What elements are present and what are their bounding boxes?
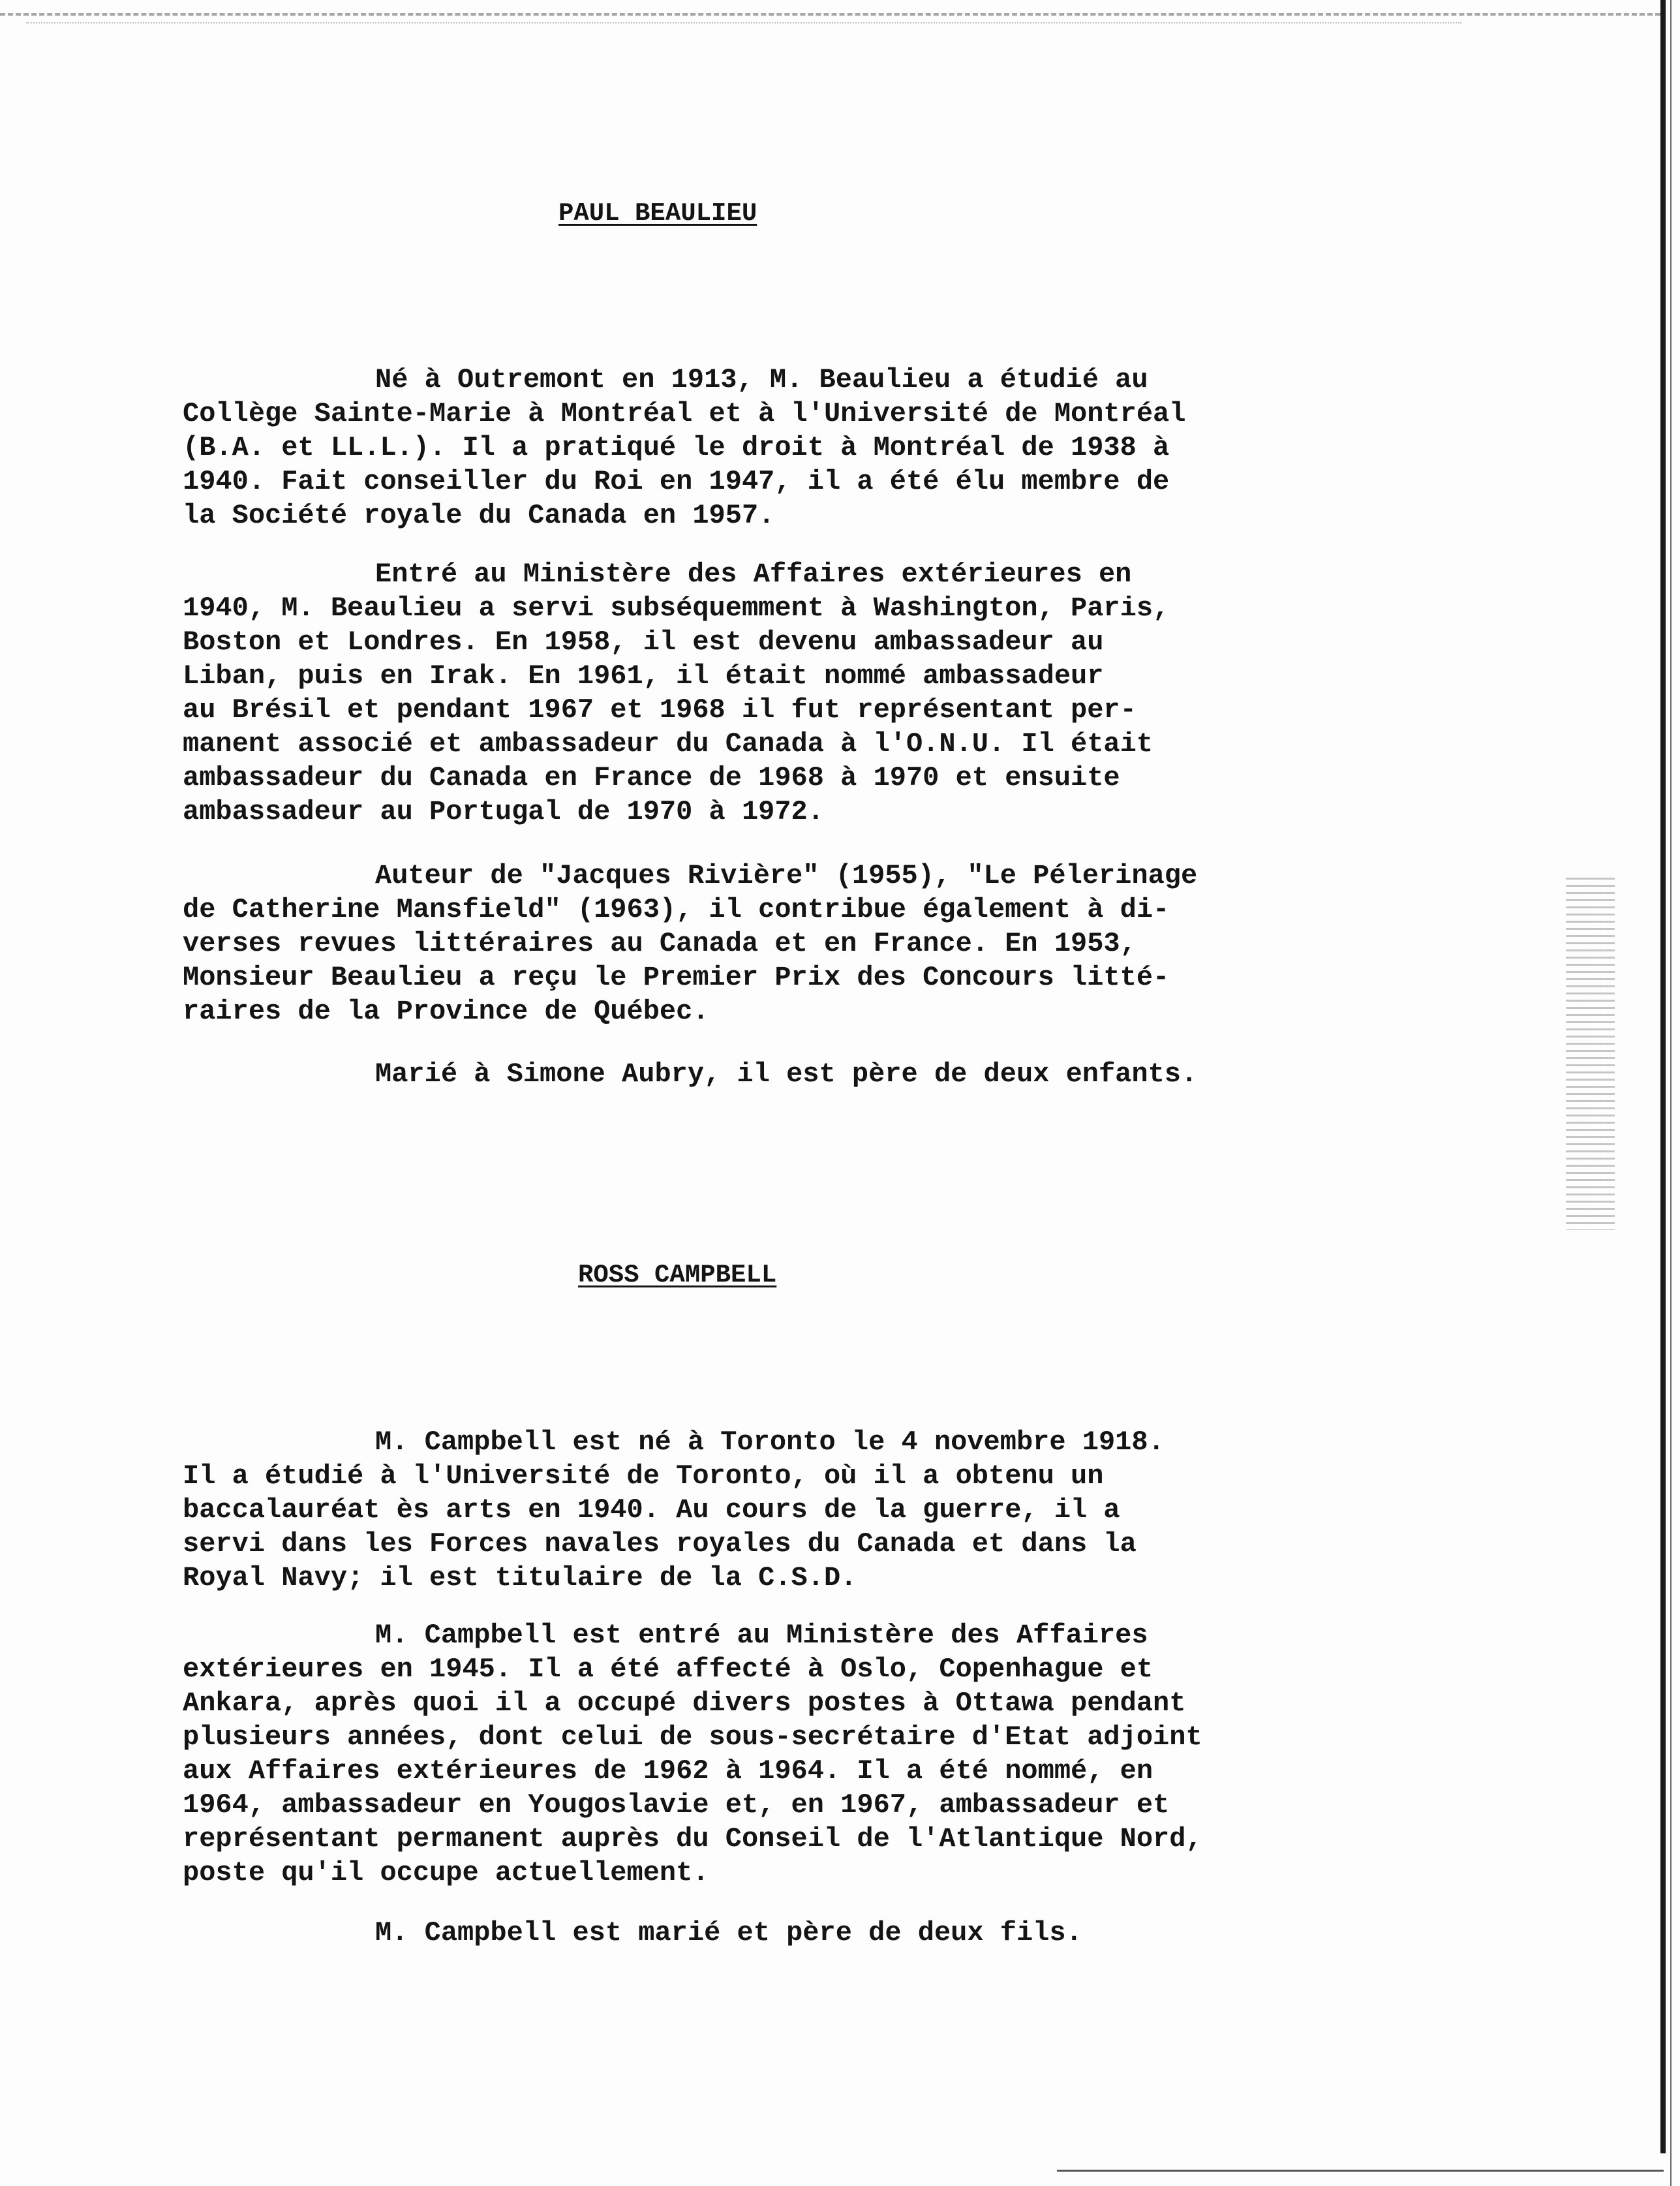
text-line: M. Campbell est entré au Ministère des Affaires (375, 1620, 1148, 1651)
paragraph (183, 1425, 1240, 1595)
text-line: Auteur de "Jacques Rivière" (1955), "Le Pélerinage (375, 860, 1198, 891)
text-line: Collège Sainte-Marie à Montréal et à l'Université de Montréal (183, 398, 1186, 429)
paragraph (183, 557, 1240, 829)
section-heading-paul-beaulieu: PAUL BEAULIEU (558, 199, 757, 228)
section-heading-ross-campbell: ROSS CAMPBELL (578, 1261, 777, 1289)
scan-artifact-top-edge-2 (26, 22, 1461, 23)
text-line: Ankara, après quoi il a occupé divers postes à Ottawa pendant (183, 1687, 1186, 1719)
paragraph (183, 363, 1240, 532)
text-line: 1940. Fait conseiller du Roi en 1947, il a été élu membre de (183, 466, 1170, 497)
text-line: baccalauréat ès arts en 1940. Au cours de la guerre, il a (183, 1494, 1120, 1526)
text-line: servi dans les Forces navales royales du Canada et dans la (183, 1528, 1137, 1560)
text-line: Monsieur Beaulieu a reçu le Premier Prix des Concours litté- (183, 962, 1170, 993)
text-line: de Catherine Mansfield" (1963), il contribue également à di- (183, 894, 1170, 925)
text-line: plusieurs années, dont celui de sous-secrétaire d'Etat adjoint (183, 1721, 1202, 1753)
paragraph (183, 1618, 1240, 1890)
scan-artifact-margin-marks (1566, 878, 1615, 1230)
text-line: (B.A. et LL.L.). Il a pratiqué le droit à Montréal de 1938 à (183, 432, 1170, 463)
text-line: au Brésil et pendant 1967 et 1968 il fut représentant per- (183, 694, 1137, 726)
text-line: 1940, M. Beaulieu a servi subséquemment à Washington, Paris, (183, 593, 1170, 624)
text-line: verses revues littéraires au Canada et en France. En 1953, (183, 928, 1137, 959)
text-line: Marié à Simone Aubry, il est père de deux enfants. (375, 1058, 1198, 1090)
scan-artifact-right-edge-2 (1670, 0, 1672, 2186)
text-line: extérieures en 1945. Il a été affecté à Oslo, Copenhague et (183, 1654, 1153, 1685)
text-line: la Société royale du Canada en 1957. (183, 500, 775, 531)
text-line: ambassadeur du Canada en France de 1968 à 1970 et ensuite (183, 762, 1120, 793)
paragraph (183, 1057, 1240, 1091)
text-line: manent associé et ambassadeur du Canada à l'O.N.U. Il était (183, 728, 1153, 760)
text-line: Entré au Ministère des Affaires extérieures en (375, 559, 1132, 590)
scan-artifact-right-edge (1660, 0, 1666, 2153)
paragraph (183, 859, 1240, 1028)
text-line: Il a étudié à l'Université de Toronto, où il a obtenu un (183, 1460, 1104, 1492)
paragraph (183, 1916, 1240, 1950)
text-line: aux Affaires extérieures de 1962 à 1964. Il a été nommé, en (183, 1755, 1153, 1787)
text-line: Boston et Londres. En 1958, il est devenu ambassadeur au (183, 626, 1104, 658)
scan-artifact-bottom-edge (1057, 2170, 1664, 2172)
text-line: représentant permanent auprès du Conseil de l'Atlantique Nord, (183, 1823, 1202, 1855)
text-line: M. Campbell est né à Toronto le 4 novembre 1918. (375, 1426, 1165, 1458)
text-line: 1964, ambassadeur en Yougoslavie et, en 1967, ambassadeur et (183, 1789, 1170, 1821)
text-line: ambassadeur au Portugal de 1970 à 1972. (183, 796, 824, 827)
text-line: Liban, puis en Irak. En 1961, il était nommé ambassadeur (183, 660, 1104, 692)
text-line: Né à Outremont en 1913, M. Beaulieu a étudié au (375, 364, 1148, 395)
text-line: raires de la Province de Québec. (183, 996, 709, 1027)
text-line: M. Campbell est marié et père de deux fils. (375, 1917, 1082, 1948)
text-line: poste qu'il occupe actuellement. (183, 1857, 709, 1888)
scan-artifact-top-edge (0, 13, 1660, 16)
text-line: Royal Navy; il est titulaire de la C.S.D. (183, 1562, 857, 1593)
